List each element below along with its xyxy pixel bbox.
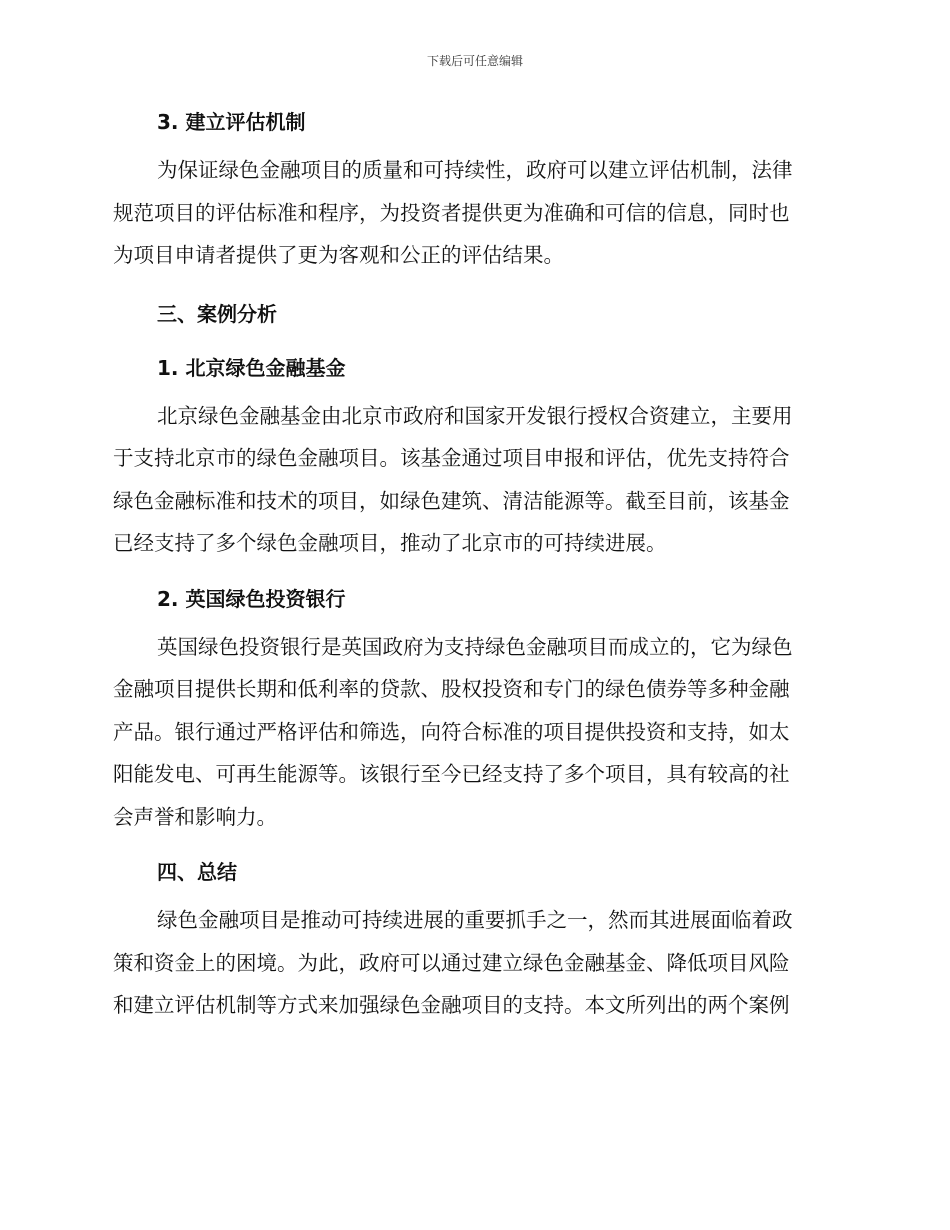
paragraph-line: 策和资金上的困境。为此，政府可以通过建立绿色金融基金、降低项目风险 bbox=[113, 950, 790, 975]
heading-case-analysis: 三、案例分析 bbox=[157, 301, 277, 326]
heading-evaluation-mechanism: 3. 建立评估机制 bbox=[157, 110, 306, 134]
paragraph-evaluation bbox=[113, 149, 833, 277]
paragraph-line: 已经支持了多个绿色金融项目，推动了北京市的可持续进展。 bbox=[113, 531, 667, 555]
heading-beijing-fund: 1. 北京绿色金融基金 bbox=[157, 355, 346, 380]
paragraph-uk-green-bank bbox=[113, 626, 833, 839]
paragraph-summary bbox=[113, 899, 833, 1027]
paragraph-line: 英国绿色投资银行是英国政府为支持绿色金融项目而成立的，它为绿色 bbox=[157, 634, 793, 659]
heading-summary: 四、总结 bbox=[157, 860, 237, 884]
paragraph-line: 绿色金融标准和技术的项目，如绿色建筑、清洁能源等。截至目前，该基金 bbox=[113, 488, 790, 513]
paragraph-line: 会声誉和影响力。 bbox=[113, 804, 277, 829]
paragraph-line: 于支持北京市的绿色金融项目。该基金通过项目申报和评估，优先支持符合 bbox=[113, 446, 790, 470]
paragraph-line: 北京绿色金融基金由北京市政府和国家开发银行授权合资建立，主要用 bbox=[157, 403, 793, 428]
header-note: 下载后可任意编辑 bbox=[426, 54, 523, 68]
paragraph-beijing-fund bbox=[113, 395, 833, 565]
paragraph-line: 阳能发电、可再生能源等。该银行至今已经支持了多个项目，具有较高的社 bbox=[113, 762, 790, 786]
paragraph-line: 产品。银行通过严格评估和筛选，向符合标准的项目提供投资和支持，如太 bbox=[113, 719, 790, 744]
paragraph-line: 金融项目提供长期和低利率的贷款、股权投资和专门的绿色债券等多种金融 bbox=[113, 677, 790, 701]
paragraph-line: 为保证绿色金融项目的质量和可持续性，政府可以建立评估机制，法律 bbox=[157, 158, 793, 182]
paragraph-line: 和建立评估机制等方式来加强绿色金融项目的支持。本文所列出的两个案例 bbox=[113, 993, 790, 1017]
document-body bbox=[113, 108, 833, 1027]
paragraph-line: 绿色金融项目是推动可持续进展的重要抓手之一，然而其进展面临着政 bbox=[157, 908, 793, 932]
paragraph-line: 为项目申请者提供了更为客观和公正的评估结果。 bbox=[113, 243, 564, 267]
heading-uk-green-bank: 2. 英国绿色投资银行 bbox=[157, 586, 346, 611]
paragraph-line: 规范项目的评估标准和程序，为投资者提供更为准确和可信的信息，同时也 bbox=[113, 200, 790, 225]
